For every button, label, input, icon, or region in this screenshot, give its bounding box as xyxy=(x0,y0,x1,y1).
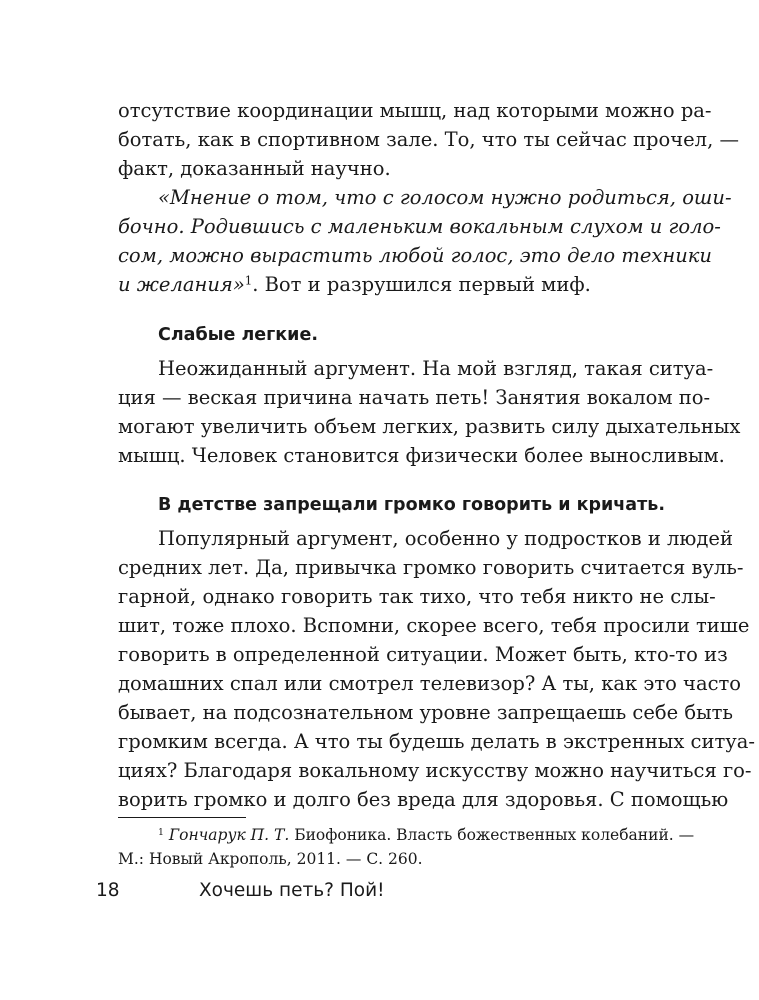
quote-closing-line xyxy=(118,270,678,299)
text-line: ворить громко и долго без вреда для здоровья. С помощью xyxy=(118,785,678,814)
section-heading: В детстве запрещали громко говорить и кричать. xyxy=(158,495,665,515)
quote-line: бочно. Родившись с маленьким вокальным слухом и голо- xyxy=(118,215,721,238)
text-line: циях? Благодаря вокальному искусству можно научиться го- xyxy=(118,759,752,782)
text-line: факт, доказанный научно. xyxy=(118,157,391,180)
text-line: отсутствие координации мышц, над которыми можно ра- xyxy=(118,99,712,122)
footnote-line: М.: Новый Акрополь, 2011. — С. 260. xyxy=(118,850,423,868)
footnote-divider xyxy=(118,817,246,818)
text-line: говорить в определенной ситуации. Может быть, кто-то из xyxy=(118,643,728,666)
text-line: гарной, однако говорить так тихо, что тебя никто не слы- xyxy=(118,585,716,608)
text-line: громким всегда. А что ты будешь делать в экстренных ситуа- xyxy=(118,730,755,753)
quote-line: сом, можно вырастить любой голос, это дело техники xyxy=(118,244,712,267)
quote-end: и желания» xyxy=(118,273,245,296)
text-line: домашних спал или смотрел телевизор? А ты, как это часто xyxy=(118,672,742,695)
section-heading: Слабые легкие. xyxy=(158,325,318,345)
text-line: ция — веская причина начать петь! Занятия вокалом по- xyxy=(118,386,711,409)
text-line: мышц. Человек становится физически более выносливым. xyxy=(118,444,725,467)
footnote-author: Гончарук П. Т. xyxy=(168,826,290,844)
footnote-reference: 1 xyxy=(244,273,253,288)
text-line: средних лет. Да, привычка громко говорить считается вуль- xyxy=(118,556,744,579)
text-line: шит, тоже плохо. Вспомни, скорее всего, тебя просили тише xyxy=(118,614,750,637)
book-title: Хочешь петь? Пой! xyxy=(199,880,385,901)
text-line: могают увеличить объем легких, развить силу дыхательных xyxy=(118,415,741,438)
text-line: ботать, как в спортивном зале. То, что ты сейчас прочел, — xyxy=(118,128,739,151)
text-line: Популярный аргумент, особенно у подростков и людей xyxy=(158,527,733,550)
footnote-line xyxy=(158,823,695,847)
quote-line: «Мнение о том, что с голосом нужно родиться, оши- xyxy=(158,186,732,209)
footnote-number: 1 xyxy=(158,826,164,838)
quote-tail: . Вот и разрушился первый миф. xyxy=(252,273,591,296)
page-number: 18 xyxy=(96,880,120,901)
text-line: бывает, на подсознательном уровне запрещаешь себе быть xyxy=(118,701,734,724)
footnote-title: Биофоника. Власть божественных колебаний. — xyxy=(289,826,695,844)
text-line: Неожиданный аргумент. На мой взгляд, такая ситуа- xyxy=(158,357,714,380)
